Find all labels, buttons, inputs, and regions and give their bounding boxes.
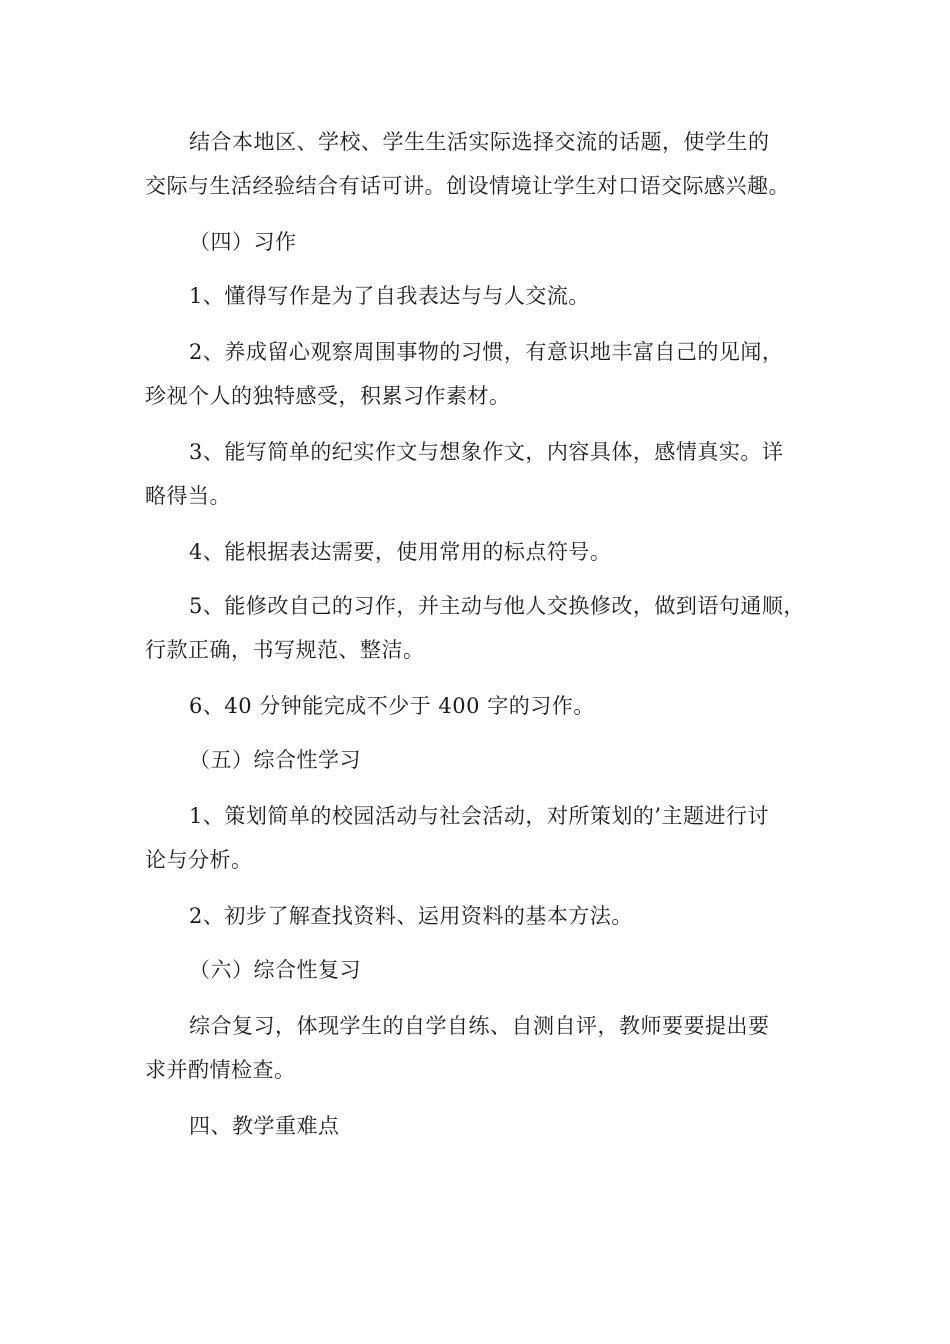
paragraph-line: 略得当。 [145,484,231,508]
heading-text: 四、教学重难点 [189,1114,340,1138]
paragraph-line: 交际与生活经验结合有话可讲。创设情境让学生对口语交际感兴趣。 [145,174,790,198]
paragraph-line: 4、能根据表达需要，使用常用的标点符号。 [189,540,612,564]
heading-text: （四）习作 [189,230,297,254]
list-item-writing-2 [145,330,810,418]
section-heading-comprehensive-review [145,948,810,992]
paragraph-review [145,1004,810,1092]
paragraph-line: 结合本地区、学校、学生生活实际选择交流的话题，使学生的 [189,130,770,154]
paragraph-line: 行款正确，书写规范、整洁。 [145,638,425,662]
section-heading-key-points [145,1104,810,1148]
list-item-writing-1 [145,274,810,318]
paragraph-topic-selection [145,120,810,208]
paragraph-line: 5、能修改自己的习作，并主动与他人交换修改，做到语句通顺， [189,594,805,618]
list-item-writing-5 [145,584,810,672]
paragraph-line: 珍视个人的独特感受，积累习作素材。 [145,384,511,408]
list-item-learning-1 [145,794,810,882]
list-item-writing-6 [145,684,810,728]
list-item-learning-2 [145,894,810,938]
section-heading-writing [145,220,810,264]
paragraph-line: 3、能写简单的纪实作文与想象作文，内容具体，感情真实。详 [189,440,784,464]
heading-text: （五）综合性学习 [189,748,361,772]
paragraph-line: 2、初步了解查找资料、运用资料的基本方法。 [189,904,633,928]
heading-text: （六）综合性复习 [189,958,361,982]
paragraph-line: 综合复习，体现学生的自学自练、自测自评，教师要要提出要 [189,1014,770,1038]
paragraph-line: 1、策划简单的校园活动与社会活动，对所策划的’主题进行讨 [189,804,770,828]
paragraph-line: 1、懂得写作是为了自我表达与与人交流。 [189,284,590,308]
list-item-writing-3 [145,430,810,518]
list-item-writing-4 [145,530,810,574]
paragraph-line: 2、养成留心观察周围事物的习惯，有意识地丰富自己的见闻， [189,340,784,364]
paragraph-line: 求并酌情检查。 [145,1058,296,1082]
paragraph-line: 6、40 分钟能完成不少于 400 字的习作。 [189,694,595,718]
paragraph-line: 论与分析。 [145,848,253,872]
section-heading-comprehensive-learning [145,738,810,782]
